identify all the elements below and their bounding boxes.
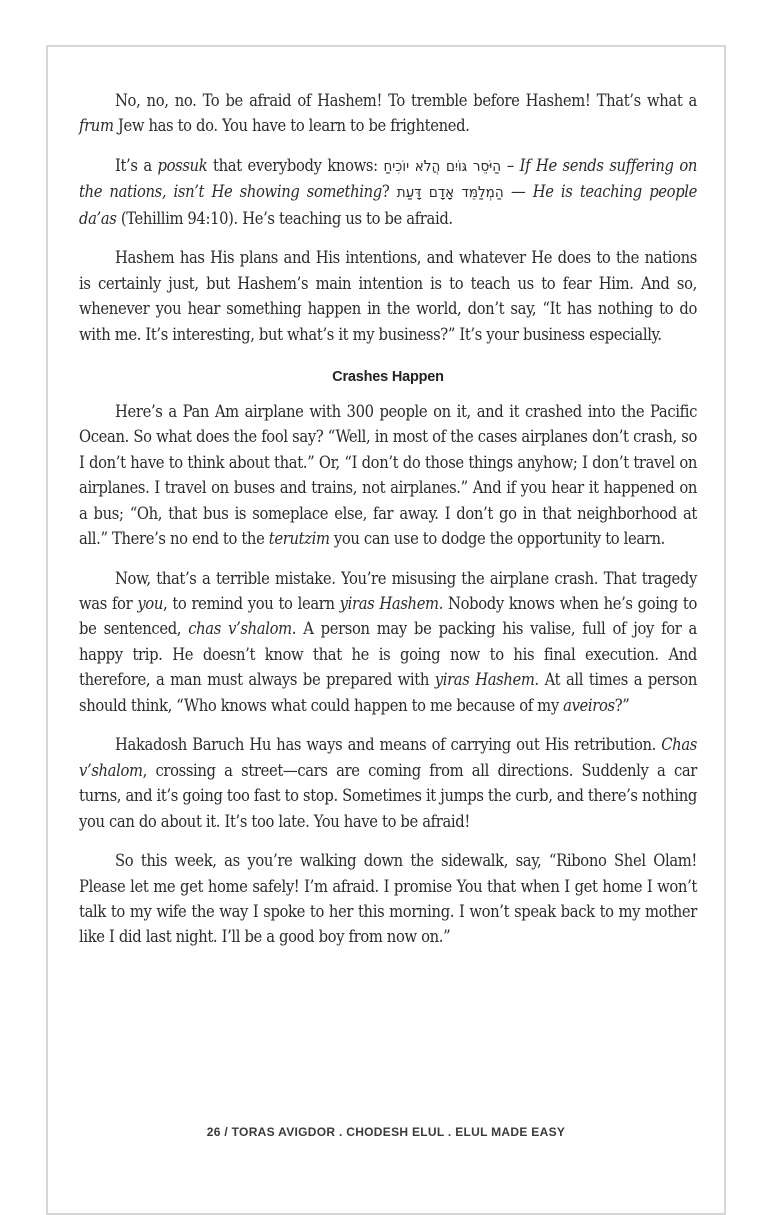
paragraph	[79, 566, 697, 718]
italic-text: chas v’shalom	[188, 619, 292, 639]
text-run: that everybody knows:	[207, 156, 384, 175]
italic-text: you	[137, 594, 163, 614]
text-run: No, no, no. To be afraid of Hashem! To tremble before Hashem! That’s what a	[115, 91, 697, 110]
paragraph	[79, 153, 697, 231]
italic-text: possuk	[157, 156, 208, 175]
text-run: , to remind you to learn	[162, 594, 340, 614]
text-run: Here’s a Pan Am airplane with 300 people on it, and it crashed into the Pacific Ocean. So what does the fool say? “Well, in most of the cases airplanes don’t crash, so I don’t have to think about that.” Or, “I don’t do those things anyhow; I don’t travel on airplanes. I travel on buses and trains, not airplanes.” And if you hear it happened on a bus; “Oh, that bus is someplace else, far away. I don’t go in that neighborhood at all.” There’s no end to the	[79, 402, 697, 549]
paragraphs-after-heading	[79, 399, 697, 950]
paragraph	[79, 88, 697, 139]
text-run: Jew has to do. You have to learn to be frightened.	[113, 116, 470, 136]
text-run: you can use to dodge the opportunity to learn.	[329, 529, 665, 549]
hebrew-quote: הַיֹּסֵר גּוֹיִם הֲלֹא יוֹכִיחַ	[383, 157, 502, 175]
italic-text: Chas v’shalom	[79, 735, 697, 780]
text-run: . Nobody knows when he’s going to be sentenced,	[79, 594, 697, 639]
text-run: . At all times a person should think, “Who knows what could happen to me because of my	[79, 670, 697, 715]
text-run: It’s a	[115, 156, 158, 175]
italic-text: – If He sends suffering on the nations, isn’t He showing something	[79, 156, 697, 202]
section-heading: Crashes Happen	[332, 369, 444, 386]
text-run: Hashem has His plans and His intentions, and whatever He does to the nations is certainly just, but Hashem’s main intention is to teach us to fear Him. And so, whenever you hear something happen in the world, don’t say, “It has nothing to do with me. It’s interesting, but what’s it my business?” It’s your business especially.	[79, 248, 697, 344]
italic-text: terutzim	[268, 529, 330, 549]
text-run: So this week, as you’re walking down the sidewalk, say, “Ribono Shel Olam! Please let me get home safely! I’m afraid. I promise You that when I get home I won’t talk to my wife the way I spoke to her this morning. I won’t speak back to my mother like I did last night. I’ll be a good boy from now on.”	[79, 851, 697, 947]
text-run: Hakadosh Baruch Hu has ways and means of carrying out His retribution.	[115, 735, 662, 755]
text-run: ?”	[614, 695, 630, 715]
italic-text: aveiros	[563, 695, 615, 715]
italic-text: yiras Hashem	[434, 670, 535, 690]
paragraph	[79, 732, 697, 834]
body-text	[79, 88, 697, 964]
paragraph	[79, 848, 697, 950]
text-run: (Tehillim 94:10). He’s teaching us to be afraid.	[116, 208, 453, 228]
text-run: ?	[381, 182, 397, 202]
italic-text: frum	[79, 116, 114, 136]
text-run: . A person may be packing his valise, full of joy for a happy trip. He doesn’t know that he is going now to his final execution. And therefore, a man must always be prepared with	[79, 619, 697, 690]
text-run: , crossing a street—cars are coming from all directions. Suddenly a car turns, and it’s going too fast to stop. Sometimes it jumps the curb, and there’s nothing you can do about it. It’s too late. You have to be afraid!	[79, 760, 697, 831]
italic-text: yiras Hashem	[339, 594, 439, 614]
paragraph	[79, 399, 697, 551]
hebrew-quote: הַמְלַמֵּד אָדָם דָּעַת	[396, 183, 504, 202]
italic-text: — He is teaching people da’as	[79, 182, 698, 228]
paragraph	[79, 245, 697, 347]
paragraphs-before-heading	[79, 88, 697, 347]
text-run: Now, that’s a terrible mistake. You’re misusing the airplane crash. That tragedy was for	[79, 568, 697, 614]
running-footer: 26 / TORAS AVIGDOR . CHODESH ELUL . ELUL MADE EASY	[206, 1125, 566, 1139]
